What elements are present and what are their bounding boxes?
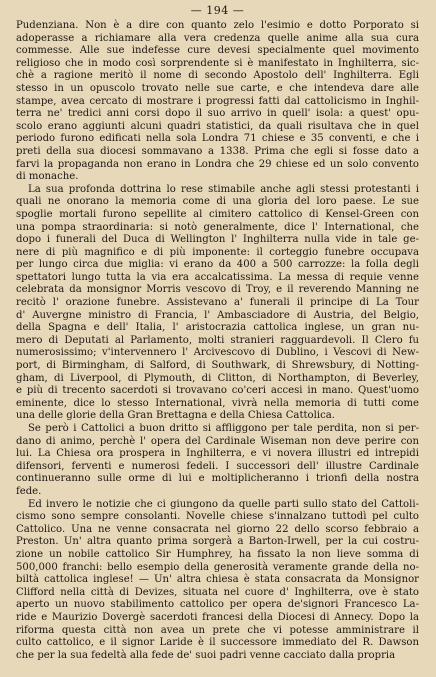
- paragraph: [16, 499, 419, 663]
- text-line: biltà cattolica inglese! — Un' altra chiesa è stata consacrata da Monsignor: [16, 574, 419, 586]
- text-line: una pompa straordinaria: si notò generalmente, dice l' International, che: [16, 221, 419, 233]
- text-line: d' Auvergne ministro di Francia, l' Ambasciadore di Austria, del Belgio,: [16, 309, 419, 321]
- paragraph: [16, 184, 419, 423]
- text-line: riforma questa città non avea un prete che vi potesse amministrare il: [16, 624, 419, 636]
- page-number: — 194 —: [190, 4, 245, 17]
- body-text: [16, 20, 419, 662]
- text-line: terra ne' tredici anni corsi dopo il suo arrivo in quell' isola: a quest' opu-: [16, 108, 419, 120]
- text-line: spettatori lungo tutta la via era accalcatissima. La messa di requie venne: [16, 271, 419, 283]
- text-line: farvi la propaganda non erano in Londra che 29 chiese ed un solo convento: [16, 158, 419, 170]
- text-line: La sua profonda dottrina lo rese stimabile anche agli stessi protestanti i: [28, 183, 419, 195]
- text-line: adoperasse a richiamare alla vera credenza quelle anime alla sua cura: [16, 32, 419, 44]
- text-line: Clifford nella città di Devizes, situata nel cuore d' Inghilterra, ove è stato: [16, 586, 419, 598]
- text-line: di monache.: [16, 171, 79, 183]
- text-line: della Spagna e dell' Italia, l' aristocrazia cattolica inglese, un gran nu-: [16, 322, 419, 334]
- text-line: culto cattolico, e il signor Laride è il successore immediato del R. Dawson: [16, 637, 419, 649]
- text-line: Ed invero le notizie che ci giungono da quelle parti sullo stato del Cattoli-: [28, 498, 419, 510]
- text-line: commesse. Alle sue indefesse cure devesi specialmente quel movimento: [16, 45, 419, 57]
- text-line: Cattolico. Una ne venne consacrata nel giorno 22 dello scorso febbraio a: [16, 523, 419, 535]
- text-line: 500,000 franchi: bello esempio della generosità veramente grande della no-: [16, 561, 419, 573]
- text-line: periodo furono edificati nella sola Londra 71 chiese e 35 conventi, e che i: [16, 133, 419, 145]
- text-line: scolo erano aggiunti alcuni quadri statistici, da quali risultava che in quel: [16, 120, 419, 132]
- text-line: per lungo circa due miglia: vi erano da 400 a 500 carrozze: la folla degli: [16, 259, 419, 271]
- text-line: numerosissimo; v'intervennero l' Arcivescovo di Dublino, i Vescovi di New-: [16, 347, 419, 359]
- text-line: quali ne onorano la memoria come di una gloria del loro paese. Le sue: [16, 196, 419, 208]
- paragraph: [16, 423, 419, 499]
- text-line: aperto un nuovo stabilimento cattolico per opera de'signori Francesco La-: [16, 599, 419, 611]
- text-line: stampe, avea cercato di mostrare i progressi fatti dal cattolicismo in Inghil-: [16, 95, 419, 107]
- text-line: dopo i funerali del Duca di Wellington l' Inghilterra nulla vide in tale ge-: [16, 234, 419, 246]
- text-line: nere di più magnifico e di più imponente: il corteggio funebre occupava: [16, 246, 419, 258]
- text-line: difensori, ferventi e numerosi fedeli. I successori dell' illustre Cardinale: [16, 460, 419, 472]
- text-line: ride e Maurizio Dovergè sacerdoti francesi della Diocesi di Annecy. Dopo la: [16, 611, 419, 623]
- text-line: gham, di Liverpool, di Plymouth, di Clitton, di Northampton, di Beverley,: [16, 372, 419, 384]
- text-line: port, di Birmingham, di Salford, di Southwark, di Shrewsbury, di Notting-: [16, 360, 419, 372]
- text-line: spoglie mortali furono sepellite al cimitero cattolico di Kensel-Green con: [16, 208, 419, 220]
- text-line: lui. La Chiesa ora prospera in Inghilterra, e vi novera illustri ed intrepidi: [16, 448, 419, 460]
- text-line: continueranno sulle orme di lui e moltiplicheranno i trionfi della nostra: [16, 473, 419, 485]
- text-line: recitò l' orazione funebre. Assistevano a' funerali il principe di La Tour: [16, 297, 419, 309]
- text-line: mero di Deputati al Parlamento, molti stranieri ragguardevoli. Il Clero fu: [16, 334, 419, 346]
- text-line: dano di animo, perchè l' opera del Cardinale Wiseman non deve perire con: [16, 435, 419, 447]
- text-line: preti della sua diocesi sommavano a 1338. Prima che egli si fosse dato a: [16, 145, 419, 157]
- text-line: Se però i Cattolici a buon dritto si affliggono per tale perdita, non si per-: [28, 423, 419, 434]
- text-line: e più di trecento sacerdoti si trovavano co'ceri accesi in mano. Quest'uomo: [16, 385, 419, 397]
- paragraph: [16, 20, 419, 184]
- text-line: Preston. Un' altra quanto prima sorgerà a Barton-Irwell, per la cui costru-: [16, 536, 419, 548]
- text-line: eminente, dice lo stesso International, vivrà nella memoria di tutti come: [16, 397, 419, 409]
- text-line: cismo sono sempre consolanti. Novelle chiese s'innalzano tuttodì pel culto: [16, 511, 419, 523]
- text-line: che per la sua fedeltà alla fede de' suoi padri venne cacciato dalla propria: [16, 649, 396, 661]
- text-line: zione un nobile cattolico Sir Humphrey, ha fissato la non lieve somma di: [16, 548, 419, 560]
- text-line: chè a ragione meritò il nome di secondo Apostolo dell' Inghilterra. Egli: [16, 70, 419, 82]
- text-line: fede.: [16, 485, 42, 497]
- text-line: religioso che in modo così sorprendente si è manifestato in Inghilterra, sic-: [16, 57, 419, 69]
- text-line: stesso in un opuscolo trovato nelle sue carte, e che intendeva dare alle: [16, 82, 419, 94]
- text-line: una delle glorie della Gran Brettagna e della Chiesa Cattolica.: [16, 410, 335, 422]
- text-line: Pudenziana. Non è a dire con quanto zelo l'esimio e dotto Porporato si: [16, 20, 419, 31]
- text-line: celebrata da monsignor Morris vescovo di Troy, e il reverendo Manning ne: [16, 284, 419, 296]
